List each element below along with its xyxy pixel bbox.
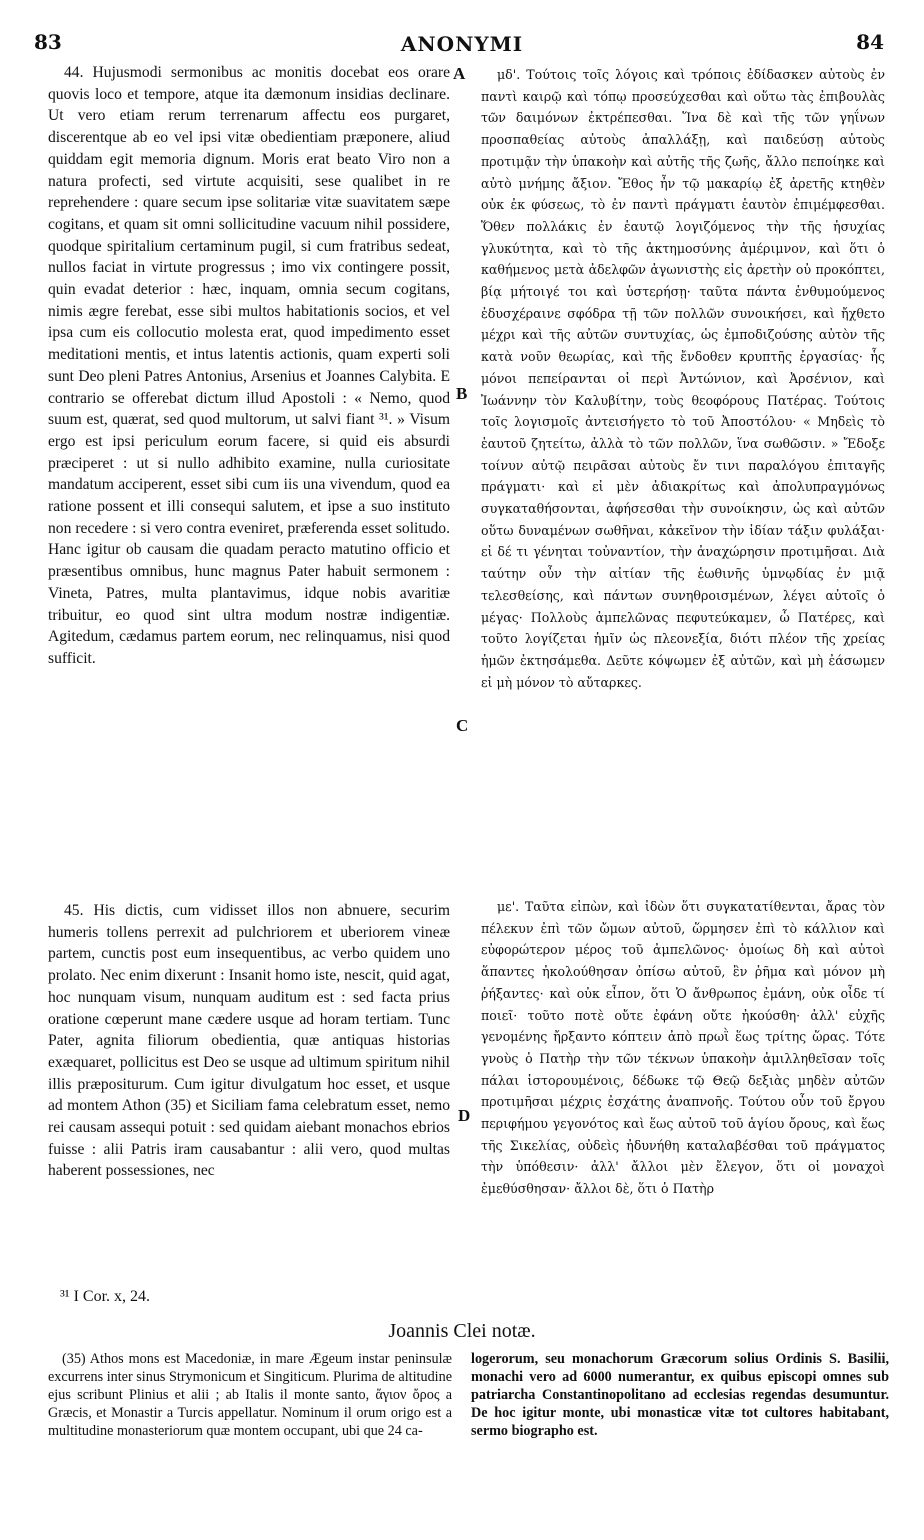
note-35-continued: logerorum, seu monachorum Græcorum solius Ordinis S. Basilii, monachi vero ad 6000 numerantur, ex quibus episcopi omnes sub patriarcha Constantinopolitano ad ecclesias regendas desumuntur. De hoc igitur monte, ubi monasticæ vitæ tot cultores habitabant, sermo biographo est. bbox=[471, 1351, 889, 1439]
greek-column bbox=[481, 64, 885, 693]
greek-paragraph-45: με'. Ταῦτα εἰπὼν, καὶ ἰδὼν ὅτι συγκατατίθενται, ἄρας τὸν πέλεκυν ἐπὶ τῶν ὤμων αὐτοῦ, ὥρμησεν ἐπὶ τὸ κάλλιον καὶ εὐφορώτερον μέρος τοῦ ἀμπελῶνος· ὁμοίως δὴ καὶ αὐτοὶ ἅπαντες ἠκολούθησαν ὀπίσω αὐτοῦ, ἓν ῥῆμα καὶ μόνον μὴ ῥήξαντες· καὶ οὐκ εἶπον, ὅτι Ὁ ἄνθρωπος ἐμάνη, οὐκ οἶδε τί ποιεῖ· τοῦτο ποτὲ οὔτε ἐφάνη οὔτε ἠκούσθη· ἀλλ' εὐχῆς γενομένης ἤρξαντο κόπτειν ἀπὸ πρωῒ ἕως τρίτης ὥρας. Τότε γνοὺς ὁ Πατὴρ τὴν τῶν τέκνων ὑπακοὴν ἁμιλληθεῖσαν τοῖς πάλαι ἱστορουμένοις, δέδωκε τῷ Θεῷ δεξιὰς μηδὲν αὐτῶν προτιμῆσαι μέχρις ἐσχάτης ἀναπνοῆς. Τούτου οὖν τοῦ ἔργου περιφήμου γεγονότος καὶ ἕως αὐτοῦ τοῦ ἁγίου ὄρους, καὶ ἕως τῆς Σικελίας, οὐδεὶς ἠδυνήθη καταλαβέσθαι τοῦ πράγματος τὴν ὑπόθεσιν· ἀλλ' ἄλλοι μὲν ἔλεγον, ὅτι οἱ μοναχοὶ ἐμεθύσθησαν· ἄλλοι δὲ, ὅτι ὁ Πατὴρ bbox=[481, 899, 885, 1197]
notes-left-column bbox=[48, 1350, 452, 1440]
margin-letter-c: C bbox=[456, 716, 469, 735]
latin-paragraph-44: 44. Hujusmodi sermonibus ac monitis docebat eos orare quovis loco et tempore, atque ita dæmonum insidias declinare. Ut vero etiam rerum terrenarum affectu eos purgaret, discerentque ab eo vel ipsi vitæ obedientiam præponere, aliud quiddam egit memoria dignum. Moris erat beato Viro non a natura profecti, sed virtute acquisiti, sese qualibet in re reprehendere : quare secum ipse solitariæ vitæ suavitatem sæpe cogitans, et quam sit omni sollicitudine vacuum nihil possidere, quodque spiritalium certaminum pugil, si cum fratribus sedeat, nullos faciat in virtute progressus ; imo vix contingere possit, quin evadat deterior : hæc, inquam, omnia secum cogitans, nimis ægre ferebat, esse sibi multos habitationis socios, et vel ipsa cum eis collocutio molesta erat, quod impedimento esset meditationi mentis, et intus latentis actionis, quam experti soli sunt Deo pleni Patres Antonius, Arsenius et Joannes Calybita. E contrario se offerebat dictum illud Apostoli : « Nemo, quod suum est, quærat, sed quod multorum, ut salvi fiant ³¹. » Visum ergo est ipsi periculum eorum facere, si quid eis absurdi præciperet : ut si nullo adhibito examine, nulla curiositate mandatum acciperent, esset sibi cum iis una vivendum, quod ea ratione possent et illi consequi salutem, et ipse a suo instituto non recedere : si vero contra eveniret, præferenda esset solitudo. Hanc igitur ob causam die quadam peracto matutino officio et præsentibus omnibus, hunc magnus Pater habuit sermonem : Vineta, Patres, multa plantavimus, idque nobis avaritiæ tribuitur, eo quod sint ultra modum nostræ indigentiæ. Agitedum, cædamus partem eorum, nec relinquamus, nisi quod sufficit. bbox=[48, 64, 450, 667]
note-35: (35) Athos mons est Macedoniæ, in mare Ægeum instar peninsulæ excurrens inter sinus Strymonicum et Singiticum. Plurima de altitudine ejus scribunt Plinius et alii ; ab Italis il monte santo, ἅγιον ὄρος a Græcis, et Monastir a Turcis appellatur. Nominum il orum origo est a multitudine monasteriorum quæ montem occupant, ubi que 24 ca- bbox=[48, 1351, 452, 1439]
margin-letter-b: B bbox=[456, 384, 468, 403]
page-number-left: 83 bbox=[34, 30, 62, 54]
latin-column-2 bbox=[48, 900, 450, 1182]
footnote: ³¹ I Cor. x, 24. bbox=[60, 1288, 151, 1305]
greek-column-2 bbox=[481, 896, 885, 1200]
greek-paragraph-44: μδ'. Τούτοις τοῖς λόγοις καὶ τρόποις ἐδίδασκεν αὐτοὺς ἐν παντὶ καιρῷ καὶ τόπῳ προσεύχεσθαι καὶ οὕτω τὰς ἐπιβουλὰς τῶν δαιμόνων ἐκτρέπεσθαι. Ἵνα δὲ καὶ τῆς τῶν γηΐνων προσπαθείας αὐτοὺς ἀπαλλάξῃ, καὶ παιδεύσῃ αὐτοὺς προτιμᾷν τὴν ὑπακοὴν καὶ αὐτῆς τῆς ζωῆς, ἄλλο πεποίηκε καὶ αὐτὸ μνήμης ἄξιον. Ἔθος ἦν τῷ μακαρίῳ ἐξ ἀρετῆς κτηθὲν οὐκ ἐκ φύσεως, τὸ ἐν παντὶ πράγματι ἑαυτὸν ἐπιμέμφεσθαι. Ὅθεν πολλάκις ἐν ἑαυτῷ λογιζόμενος τὴν τῆς ἡσυχίας γλυκύτητα, καὶ τὸ τῆς ἀκτημοσύνης ἀμέριμνον, καὶ ὅτι ὁ καθήμενος μετὰ ἀδελφῶν ἀγωνιστὴς εἰς ἀρετὴν οὐ προκόπτει, βίᾳ μήτοιγέ τοι καὶ ὑστερήσῃ· ταῦτα πάντα ἐνθυμούμενος ἐδυσχέραινε σφόδρα τῇ τῶν πολλῶν συνοικήσει, καὶ ἤχθετο μέχρι καὶ τῆς αὐτῶν συντυχίας, ὡς ἐμποδιζούσης αὐτὸν τῆς κατὰ νοῦν θεωρίας, καὶ τῆς ἔνδοθεν κρυπτῆς ἐργασίας· ἧς μόνοι πεπείρανται οἱ περὶ Ἀντώνιον, καὶ Ἀρσένιον, καὶ Ἰωάννην τὸν Καλυβίτην, τοὺς θεοφόρους Πατέρας. Τούτοις τοῖς λογισμοῖς ἀντεισήγετο τὸ τοῦ Ἀποστόλου· « Μηδεὶς τὸ ἑαυτοῦ ζητείτω, ἀλλὰ τὸ τῶν πολλῶν, ἵνα σωθῶσιν. » Ἔδοξε τοίνυν αὐτῷ πειρᾶσαι αὐτοὺς ἔν τινι παραλόγου ἐπιταγῆς πράγματι· καὶ εἰ μὲν ἀδιακρίτως καὶ ἀπολυπραγμόνως συγκαταθήσονται, ἀφήσεσθαι τὴν συνοίκησιν, ὡς καὶ αὐτῶν οὕτω δυναμένων σωθῆναι, κἀκεῖνον τὴν ἰδίαν τάξιν φυλάξαι· εἰ δέ τι γένηται τοὐναντίον, τὴν ἀναχώρησιν προτιμῆσαι. Διὰ ταύτην οὖν τὴν αἰτίαν τῆς ἑωθινῆς ὑμνῳδίας ἐν μιᾷ τελεσθείσης, καὶ πάντων συνηθροισμένων, λέγει αὐτοῖς ὁ μέγας· Πολλοὺς ἀμπελῶνας πεφυτεύκαμεν, ὦ Πατέρες, καὶ τοῦτο λογίζεται ἡμῖν ὡς πλεονεξία, διότι πλέον τῆς χρείας ἡμῶν ἐκτησάμεθα. Δεῦτε κόψωμεν ἐξ αὐτῶν, καὶ μὴ ἐάσωμεν εἰ μὴ μόνον τὸ αὔταρκες. bbox=[481, 67, 885, 690]
notes-title: Joannis Clei notæ. bbox=[388, 1320, 536, 1342]
page-number-right: 84 bbox=[856, 30, 884, 54]
running-title: ANONYMI bbox=[400, 32, 524, 56]
margin-letter-a: A bbox=[453, 64, 466, 83]
notes-right-column bbox=[471, 1350, 889, 1440]
latin-column bbox=[48, 62, 450, 670]
latin-paragraph-45: 45. His dictis, cum vidisset illos non abnuere, securim humeris tollens perrexit ad pulchriorem et uberiorem vineæ partem, cunctis post eum insequentibus, ac verbo quidem uno prolato. Nec enim dixerunt : Insanit homo iste, nescit, quid agat, hoc nunquam visum, nunquam auditum est : sed facta prius oratione cœperunt mane cædere usque ad horam tertiam. Tunc Pater, agnita filiorum obedientia, quæ antiquas historias exæquaret, pollicitus est Deo se usque ad ultimum spiritum nihil illis præpositurum. Cum igitur divulgatum hoc esset, et usque ad montem Athon (35) et Siciliam fama celebratum esset, nemo rei causam assequi potuit : sed quidam aiebant monachos ebrios fuisse : alii Patris iram causabantur : alii vero, quod multas haberent possessiones, nec bbox=[48, 902, 450, 1180]
margin-letter-d: D bbox=[458, 1106, 471, 1125]
